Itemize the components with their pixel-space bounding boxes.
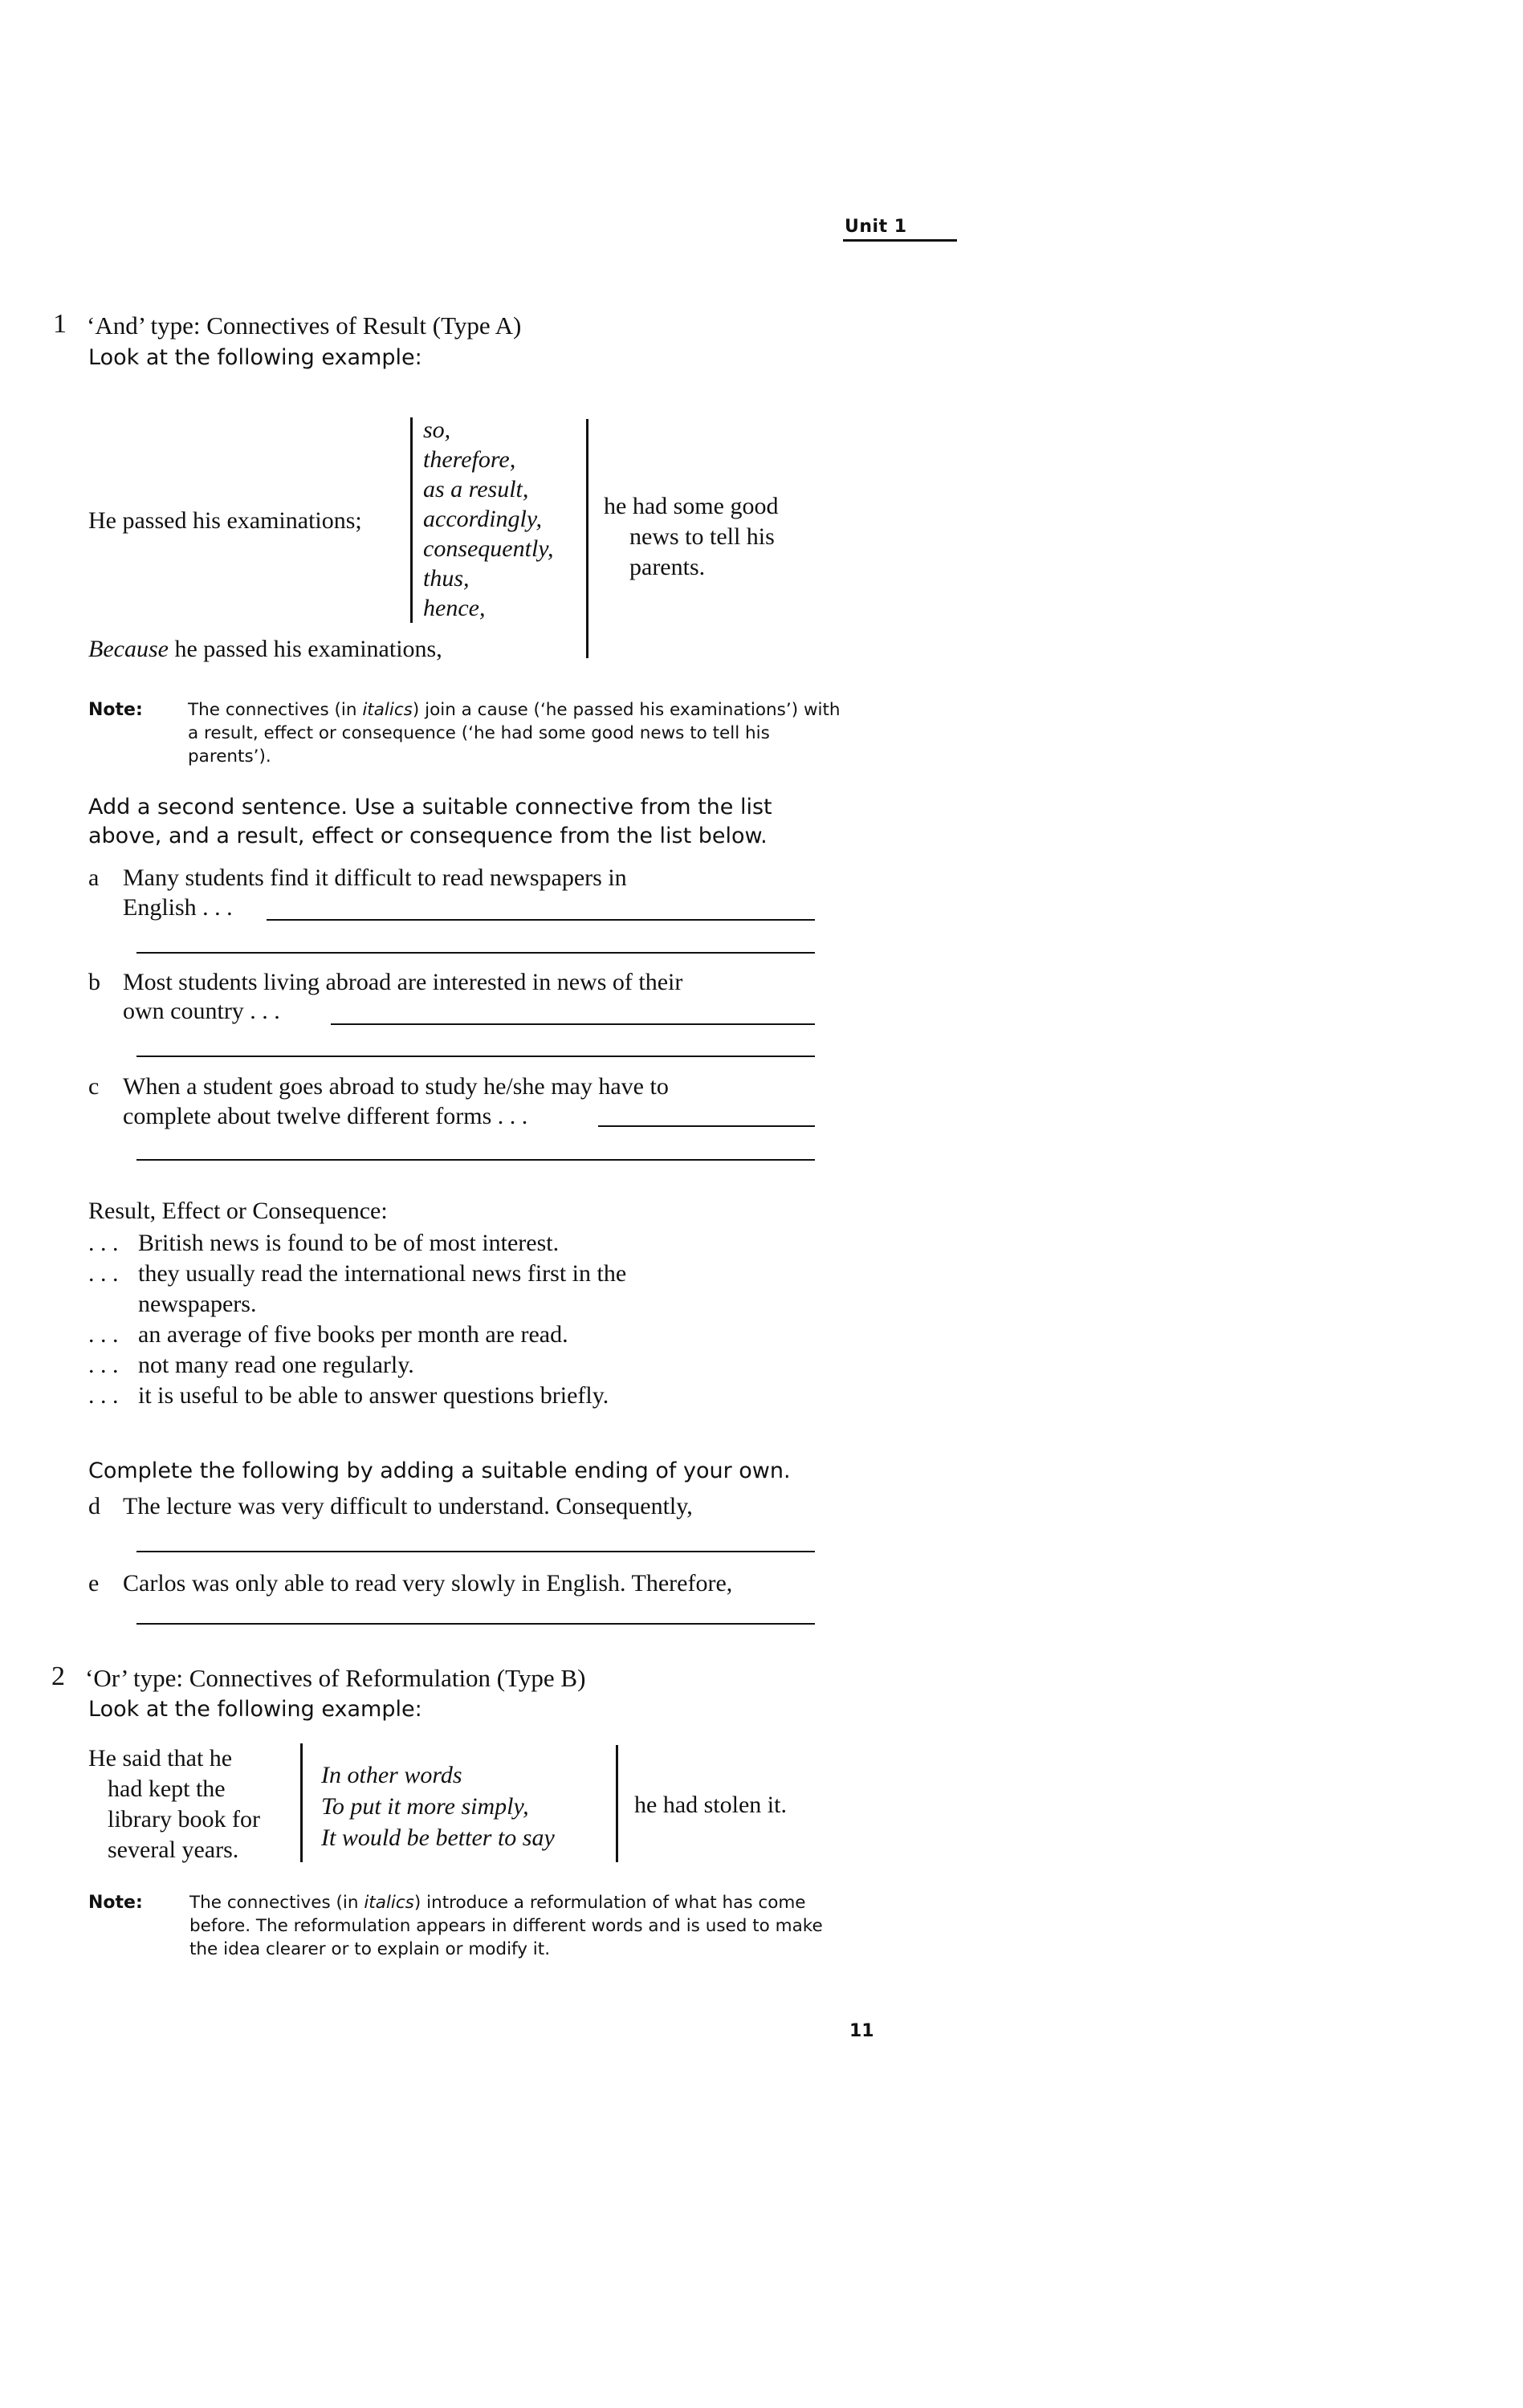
example2-connectives-list: [321, 1759, 555, 1853]
note-italics-word: italics: [362, 700, 413, 720]
result-option: . . . it is useful to be able to answer questions briefly.: [88, 1382, 609, 1409]
result-option: . . . an average of five books per month are read.: [88, 1321, 568, 1348]
results-list: [88, 1228, 626, 1411]
because-rest: he passed his examinations,: [168, 636, 442, 662]
item-a-line2: English . . .: [123, 894, 233, 921]
page-number: 11: [849, 2021, 874, 2041]
example2-divider-right: [616, 1745, 618, 1862]
example2-left-line: He said that he: [88, 1745, 233, 1771]
example2-left-line: library book for: [108, 1806, 260, 1832]
example-cause-because: [88, 634, 442, 665]
connective: accordingly,: [423, 506, 543, 532]
connective: consequently,: [423, 535, 554, 562]
result-option-continued: newspapers.: [138, 1291, 257, 1317]
item-c-letter: c: [88, 1073, 100, 1100]
section-1-title: ‘And’ type: Connectives of Result (Type A): [87, 311, 522, 340]
item-a-letter: a: [88, 864, 100, 891]
example-cause: He passed his examinations;: [88, 507, 362, 534]
connective: as a result,: [423, 476, 529, 502]
section-2-number: 2: [51, 1662, 65, 1691]
connective: To put it more simply,: [321, 1793, 529, 1820]
exercise-instruction: Add a second sentence. Use a suitable connective from the list above, and a result, effect or consequence from the list below.: [88, 795, 772, 848]
section-1-number: 1: [53, 309, 67, 339]
connective: so,: [423, 417, 451, 443]
results-heading: Result, Effect or Consequence:: [88, 1198, 388, 1224]
complete-instruction: Complete the following by adding a suitable ending of your own.: [88, 1458, 791, 1483]
connective: hence,: [423, 595, 486, 621]
item-d-letter: d: [88, 1493, 100, 1519]
note2-text: The connectives (in italics) introduce a reformulation of what has come before. The reformulation appears in different words and is used to make the idea clearer or to explain or modify it.: [189, 1893, 823, 1959]
result-line: parents.: [629, 554, 706, 580]
item-d-answer-line[interactable]: [136, 1551, 815, 1552]
note-label: Note:: [88, 700, 143, 720]
result-option: . . . not many read one regularly.: [88, 1352, 414, 1378]
result-line: news to tell his: [629, 523, 775, 550]
example-result: [604, 491, 778, 583]
item-a-answer-line-2[interactable]: [136, 952, 815, 954]
example-connectives-list: [423, 415, 553, 623]
item-c-line1: When a student goes abroad to study he/she may have to: [123, 1073, 669, 1100]
item-d-text: The lecture was very difficult to understand. Consequently,: [123, 1493, 693, 1519]
item-e-answer-line[interactable]: [136, 1623, 815, 1625]
item-b-line2: own country . . .: [123, 998, 280, 1024]
section-2-title: ‘Or’ type: Connectives of Reformulation (Type B): [85, 1664, 586, 1692]
section-1-instruction: Look at the following example:: [88, 345, 422, 370]
because-word: Because: [88, 636, 169, 662]
item-b-line1: Most students living abroad are interested in news of their: [123, 969, 683, 995]
example-divider-right: [586, 419, 588, 658]
example2-left-line: had kept the: [108, 1775, 226, 1802]
example2-result: he had stolen it.: [634, 1792, 787, 1818]
note2-label: Note:: [88, 1893, 143, 1913]
item-c-answer-line-2[interactable]: [136, 1159, 815, 1161]
note2-italics-word: italics: [364, 1893, 414, 1913]
connective: therefore,: [423, 446, 516, 473]
unit-underline: [843, 239, 957, 242]
item-a-line1: Many students find it difficult to read newspapers in: [123, 864, 627, 891]
example-divider-left: [410, 417, 413, 623]
item-c-answer-line-1[interactable]: [598, 1125, 815, 1127]
note-text: The connectives (in italics) join a cause (‘he passed his examinations’) with a result, effect or consequence (‘he had some good news to tell his parents’).: [188, 700, 841, 767]
section-2-instruction: Look at the following example:: [88, 1697, 422, 1722]
item-e-text: Carlos was only able to read very slowly in English. Therefore,: [123, 1570, 733, 1597]
result-option: . . . British news is found to be of most interest.: [88, 1230, 560, 1256]
connective: It would be better to say: [321, 1824, 555, 1851]
result-line: he had some good: [604, 493, 779, 519]
item-e-letter: e: [88, 1570, 100, 1597]
example2-left-line: several years.: [108, 1837, 239, 1863]
unit-label: Unit 1: [845, 217, 907, 237]
connective: thus,: [423, 565, 470, 592]
item-b-answer-line-1[interactable]: [331, 1023, 815, 1025]
item-a-answer-line-1[interactable]: [267, 919, 815, 921]
item-b-letter: b: [88, 969, 100, 995]
item-c-line2: complete about twelve different forms . . .: [123, 1103, 528, 1129]
example2-left: [88, 1743, 260, 1865]
example2-divider-left: [300, 1743, 303, 1862]
connective: In other words: [321, 1762, 462, 1788]
item-b-answer-line-2[interactable]: [136, 1056, 815, 1057]
result-option: . . . they usually read the international news first in the: [88, 1260, 627, 1287]
